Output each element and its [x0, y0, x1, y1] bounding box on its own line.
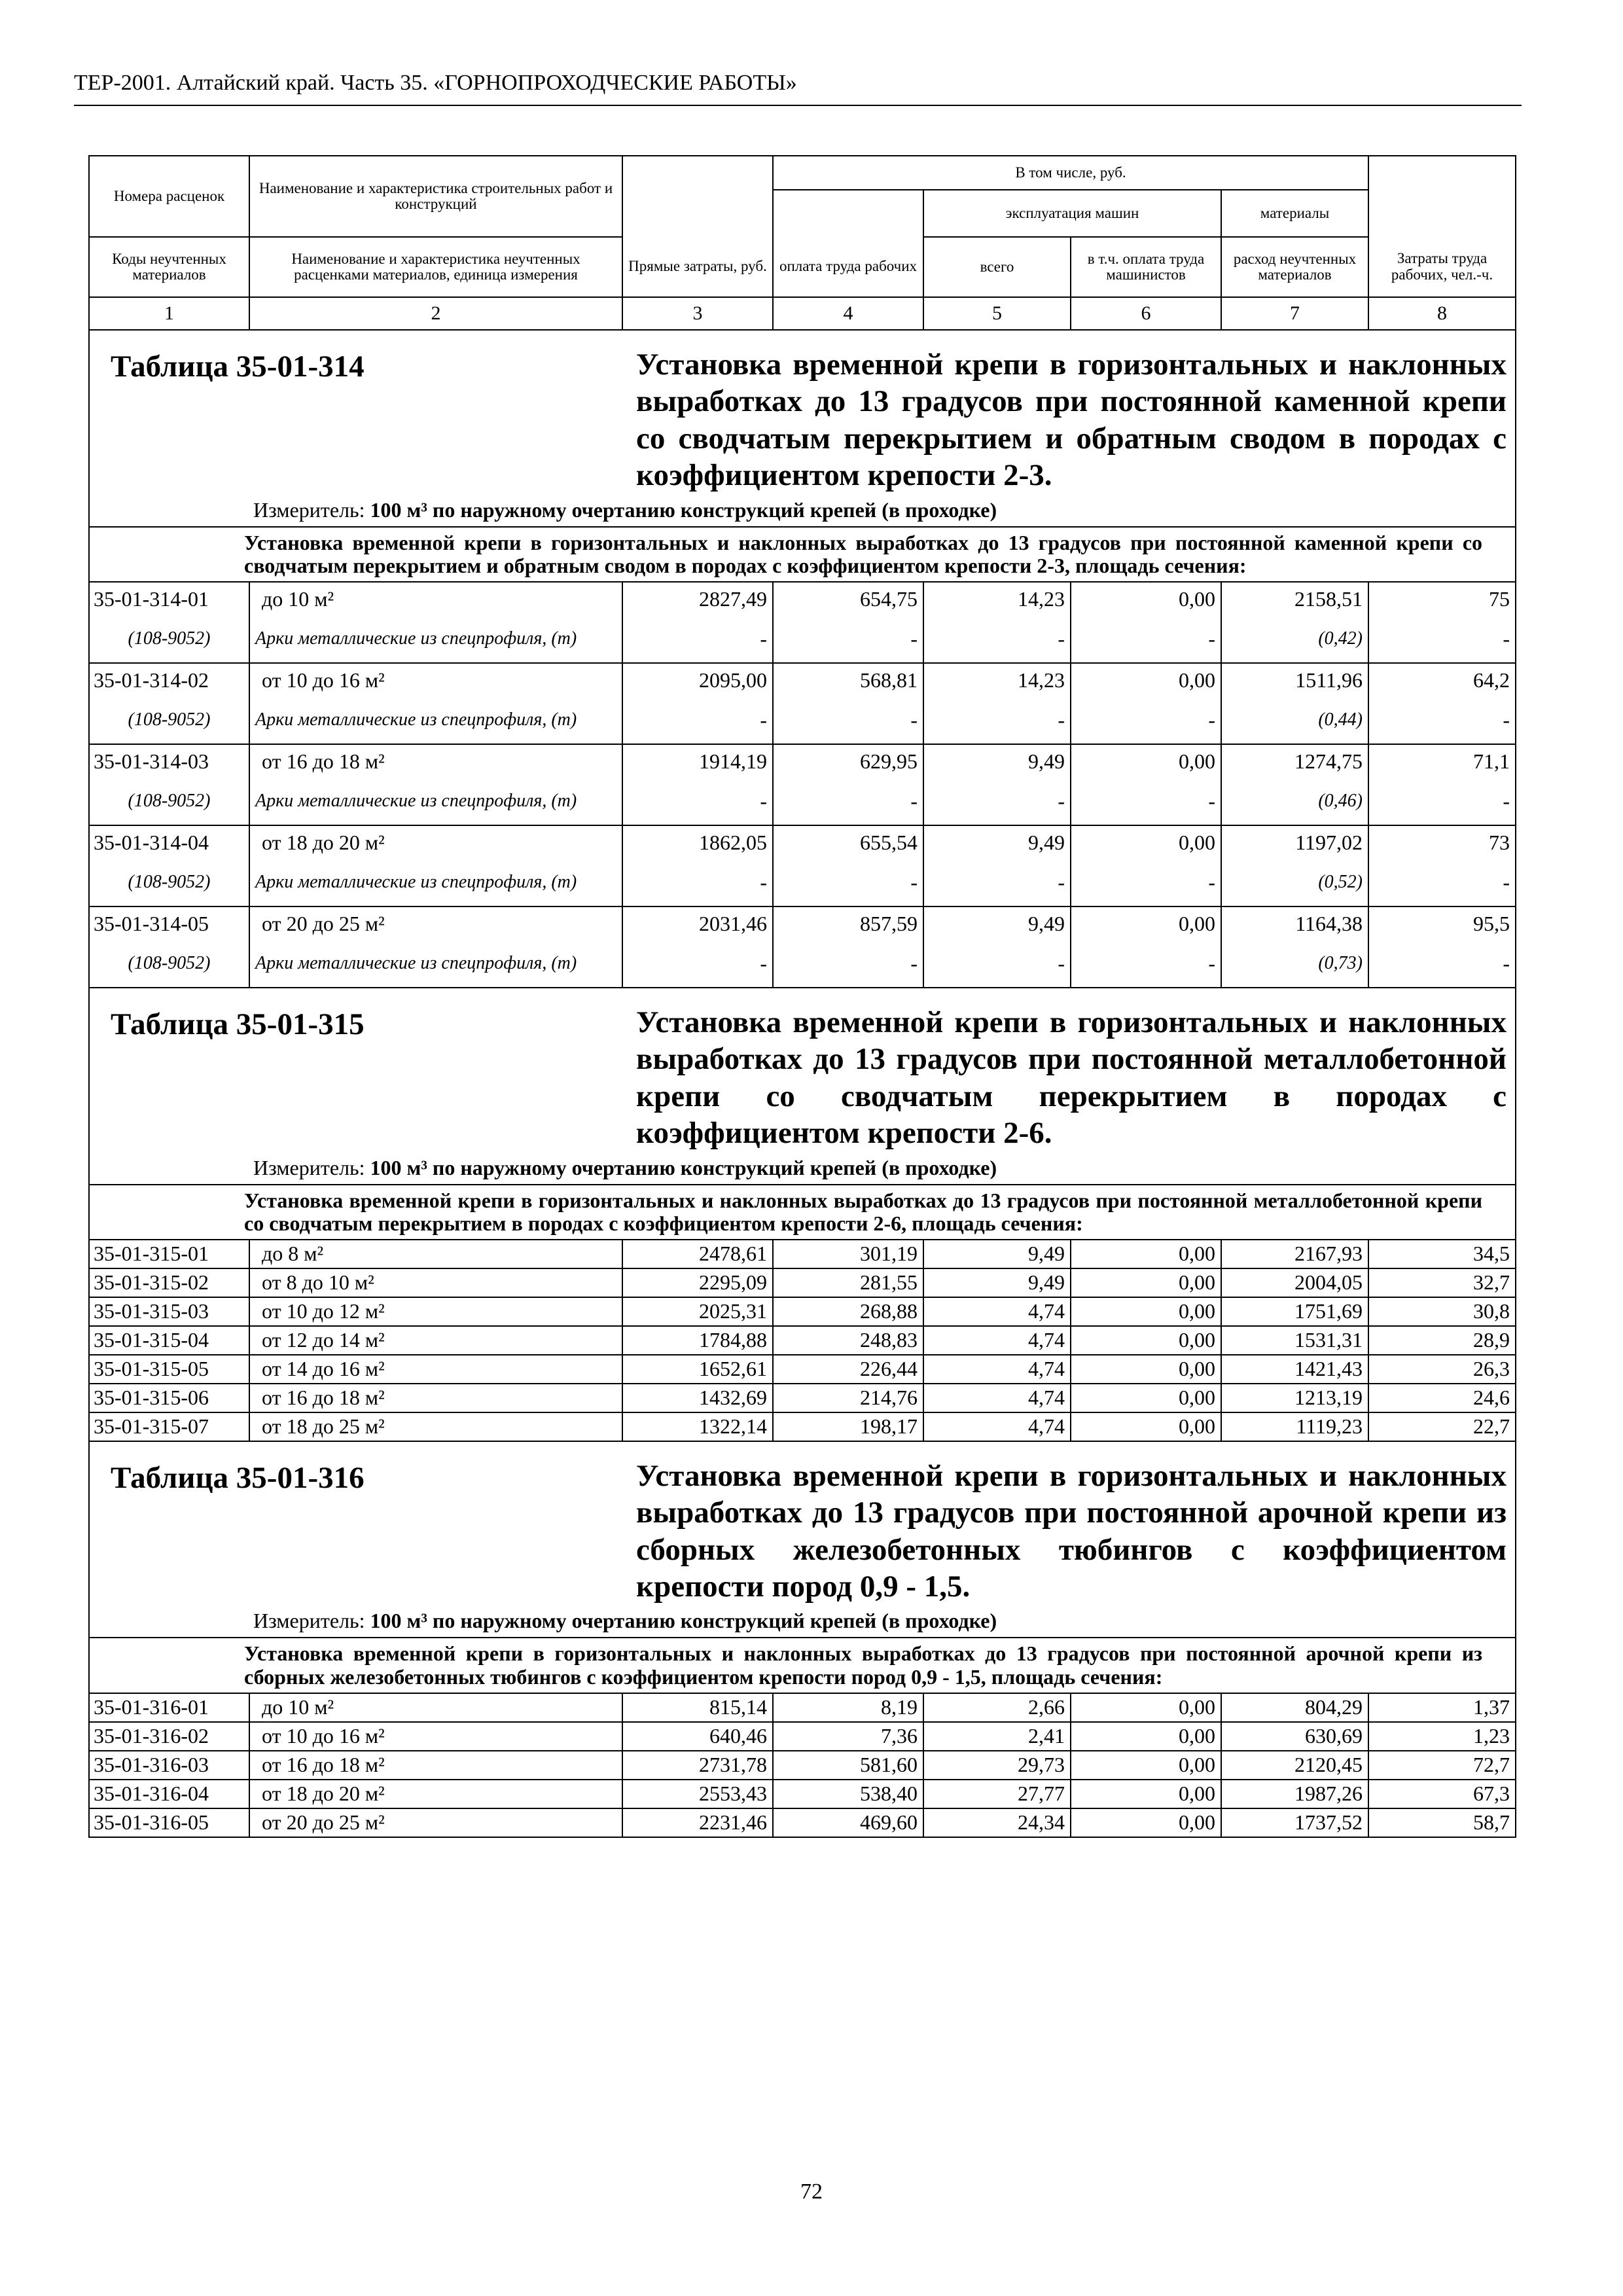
materials-cost: 2120,45 — [1221, 1751, 1368, 1780]
table-row — [89, 582, 1516, 616]
table-label: Таблица 35-01-315 — [111, 1007, 365, 1041]
labor-pay: 7,36 — [773, 1722, 923, 1751]
table-row — [89, 1780, 1516, 1808]
labor-hours: 67,3 — [1368, 1780, 1516, 1808]
direct-cost: 1652,61 — [622, 1355, 773, 1384]
material-code: (108-9052) — [89, 859, 249, 906]
material-row — [89, 697, 1516, 744]
col-number: 4 — [773, 297, 923, 330]
dash-cell: - — [1071, 941, 1221, 988]
machine-total: 4,74 — [923, 1355, 1071, 1384]
rate-code: 35-01-316-02 — [89, 1722, 249, 1751]
table-row — [89, 1297, 1516, 1326]
dash-cell: - — [1368, 616, 1516, 663]
material-code: (108-9052) — [89, 941, 249, 988]
col-machine-total: всего — [923, 237, 1071, 297]
machine-total: 4,74 — [923, 1384, 1071, 1412]
labor-hours: 75 — [1368, 582, 1516, 616]
material-code: (108-9052) — [89, 697, 249, 744]
machine-labor: 0,00 — [1071, 1326, 1221, 1355]
material-name: Арки металлические из спецпрофиля, (т) — [249, 941, 622, 988]
labor-hours: 1,23 — [1368, 1722, 1516, 1751]
labor-pay: 568,81 — [773, 663, 923, 697]
rate-code: 35-01-314-02 — [89, 663, 249, 697]
dash-cell: - — [923, 616, 1071, 663]
col-number: 2 — [249, 297, 622, 330]
work-name: от 20 до 25 м² — [249, 1808, 622, 1837]
machine-total: 9,49 — [923, 1240, 1071, 1268]
machine-total: 9,49 — [923, 1268, 1071, 1297]
material-row — [89, 616, 1516, 663]
work-name: от 16 до 18 м² — [249, 1384, 622, 1412]
machine-total: 24,34 — [923, 1808, 1071, 1837]
machine-labor: 0,00 — [1071, 582, 1221, 616]
dash-cell: - — [923, 859, 1071, 906]
machine-labor: 0,00 — [1071, 1780, 1221, 1808]
table-row — [89, 1240, 1516, 1268]
work-name: от 10 до 16 м² — [249, 1722, 622, 1751]
labor-pay: 248,83 — [773, 1326, 923, 1355]
work-name: от 14 до 16 м² — [249, 1355, 622, 1384]
rate-code: 35-01-314-05 — [89, 906, 249, 941]
materials-cost: 2158,51 — [1221, 582, 1368, 616]
dash-cell: - — [622, 697, 773, 744]
material-code: (108-9052) — [89, 778, 249, 825]
dash-cell: - — [773, 941, 923, 988]
table-title: Установка временной крепи в горизонтальных и наклонных выработках до 13 градусов при постоянной металлобетонной крепи со сводчатым перекрытием в породах с коэффициентом крепости 2-6. — [636, 1005, 1507, 1151]
machine-total: 14,23 — [923, 663, 1071, 697]
labor-hours: 24,6 — [1368, 1384, 1516, 1412]
dash-cell: - — [773, 697, 923, 744]
machine-labor: 0,00 — [1071, 906, 1221, 941]
col-machine-op: эксплуатация машин — [923, 190, 1221, 237]
col-labor-pay: оплата труда рабочих — [773, 237, 923, 297]
table-row — [89, 1268, 1516, 1297]
table-title-row — [89, 988, 1516, 1185]
labor-hours: 1,37 — [1368, 1693, 1516, 1722]
table-label: Таблица 35-01-316 — [111, 1460, 365, 1495]
table-title-row — [89, 330, 1516, 527]
page-number: 72 — [800, 2179, 823, 2204]
machine-labor: 0,00 — [1071, 1384, 1221, 1412]
table-row — [89, 1326, 1516, 1355]
labor-hours: 32,7 — [1368, 1268, 1516, 1297]
work-name: до 10 м² — [249, 582, 622, 616]
rate-code: 35-01-315-06 — [89, 1384, 249, 1412]
measure-unit — [253, 498, 1502, 522]
materials-cost: 804,29 — [1221, 1693, 1368, 1722]
machine-total: 2,66 — [923, 1693, 1071, 1722]
table-title: Установка временной крепи в горизонтальных и наклонных выработках до 13 градусов при постоянной арочной крепи из сборных железобетонных тюбингов с коэффициентом крепости пород 0,9 - 1,5. — [636, 1458, 1507, 1604]
work-name: от 12 до 14 м² — [249, 1326, 622, 1355]
machine-total: 4,74 — [923, 1297, 1071, 1326]
materials-cost: 1197,02 — [1221, 825, 1368, 859]
group-row — [89, 527, 1516, 582]
table-title: Установка временной крепи в горизонтальных и наклонных выработках до 13 градусов при постоянной каменной крепи со сводчатым перекрытием и обратным сводом в породах с коэффициентом крепости 2-3. — [636, 348, 1507, 493]
material-row — [89, 859, 1516, 906]
measure-unit — [253, 1156, 1502, 1180]
dash-cell: - — [1368, 859, 1516, 906]
materials-cost: 1531,31 — [1221, 1326, 1368, 1355]
material-usage: (0,52) — [1221, 859, 1368, 906]
col-number: 5 — [923, 297, 1071, 330]
machine-labor: 0,00 — [1071, 1297, 1221, 1326]
labor-pay: 469,60 — [773, 1808, 923, 1837]
rate-code: 35-01-315-07 — [89, 1412, 249, 1441]
materials-cost: 1987,26 — [1221, 1780, 1368, 1808]
labor-pay: 268,88 — [773, 1297, 923, 1326]
labor-hours: 58,7 — [1368, 1808, 1516, 1837]
work-name: от 10 до 16 м² — [249, 663, 622, 697]
column-numbers-row — [89, 297, 1516, 330]
dash-cell: - — [622, 778, 773, 825]
dash-cell: - — [1368, 697, 1516, 744]
rate-code: 35-01-316-03 — [89, 1751, 249, 1780]
labor-pay: 281,55 — [773, 1268, 923, 1297]
machine-labor: 0,00 — [1071, 1355, 1221, 1384]
rate-code: 35-01-315-05 — [89, 1355, 249, 1384]
table-row — [89, 663, 1516, 697]
materials-cost: 1421,43 — [1221, 1355, 1368, 1384]
table-row — [89, 906, 1516, 941]
col-number: 8 — [1368, 297, 1516, 330]
material-usage: (0,73) — [1221, 941, 1368, 988]
material-name: Арки металлические из спецпрофиля, (т) — [249, 697, 622, 744]
rate-code: 35-01-315-04 — [89, 1326, 249, 1355]
col-material-codes: Коды неучтенных материалов — [89, 237, 249, 297]
material-usage: (0,46) — [1221, 778, 1368, 825]
labor-hours: 73 — [1368, 825, 1516, 859]
measure-prefix: Измеритель: — [253, 1609, 365, 1633]
labor-hours: 64,2 — [1368, 663, 1516, 697]
materials-cost: 1751,69 — [1221, 1297, 1368, 1326]
dash-cell: - — [773, 778, 923, 825]
rate-code: 35-01-314-03 — [89, 744, 249, 778]
direct-cost: 815,14 — [622, 1693, 773, 1722]
machine-total: 9,49 — [923, 744, 1071, 778]
group-row — [89, 1185, 1516, 1240]
table-row — [89, 1722, 1516, 1751]
rate-code: 35-01-314-01 — [89, 582, 249, 616]
machine-total: 27,77 — [923, 1780, 1071, 1808]
table-row — [89, 1384, 1516, 1412]
table-title-cell — [89, 1441, 1516, 1638]
dash-cell: - — [1071, 778, 1221, 825]
table-row — [89, 1808, 1516, 1837]
labor-pay: 654,75 — [773, 582, 923, 616]
work-name: от 18 до 20 м² — [249, 1780, 622, 1808]
table-row — [89, 744, 1516, 778]
direct-cost: 2095,00 — [622, 663, 773, 697]
machine-total: 9,49 — [923, 825, 1071, 859]
machine-labor: 0,00 — [1071, 1808, 1221, 1837]
dash-cell: - — [1071, 859, 1221, 906]
labor-pay: 538,40 — [773, 1780, 923, 1808]
labor-hours: 72,7 — [1368, 1751, 1516, 1780]
col-direct-costs: Прямые затраты, руб. — [622, 237, 773, 297]
material-usage: (0,44) — [1221, 697, 1368, 744]
direct-cost: 2553,43 — [622, 1780, 773, 1808]
col-materials: материалы — [1221, 190, 1368, 237]
direct-cost: 2295,09 — [622, 1268, 773, 1297]
dash-cell: - — [622, 859, 773, 906]
table-title-cell — [89, 988, 1516, 1185]
measure-text: 100 м³ по наружному очертанию конструкций крепей (в проходке) — [370, 497, 997, 522]
labor-hours: 34,5 — [1368, 1240, 1516, 1268]
dash-cell: - — [622, 941, 773, 988]
dash-cell: - — [923, 778, 1071, 825]
materials-cost: 1737,52 — [1221, 1808, 1368, 1837]
materials-cost: 1213,19 — [1221, 1384, 1368, 1412]
col-including: В том числе, руб. — [773, 156, 1368, 190]
table-row — [89, 1693, 1516, 1722]
machine-labor: 0,00 — [1071, 744, 1221, 778]
rates-table — [88, 155, 1516, 1838]
group-description: Установка временной крепи в горизонтальных и наклонных выработках до 13 градусов при постоянной металлобетонной крепи со сводчатым перекрытием в породах с коэффициентом крепости 2-6, площадь сечения: — [89, 1185, 1516, 1240]
dash-cell: - — [1368, 941, 1516, 988]
table-row — [89, 825, 1516, 859]
materials-cost: 2004,05 — [1221, 1268, 1368, 1297]
measure-text: 100 м³ по наружному очертанию конструкций крепей (в проходке) — [370, 1155, 997, 1179]
col-labor-costs: Затраты труда рабочих, чел.-ч. — [1368, 237, 1516, 297]
dash-cell: - — [773, 616, 923, 663]
material-name: Арки металлические из спецпрофиля, (т) — [249, 616, 622, 663]
machine-labor: 0,00 — [1071, 825, 1221, 859]
materials-cost: 1119,23 — [1221, 1412, 1368, 1441]
labor-pay: 581,60 — [773, 1751, 923, 1780]
col-number: 7 — [1221, 297, 1368, 330]
materials-cost: 630,69 — [1221, 1722, 1368, 1751]
direct-cost: 1914,19 — [622, 744, 773, 778]
work-name: от 16 до 18 м² — [249, 1751, 622, 1780]
machine-labor: 0,00 — [1071, 1268, 1221, 1297]
material-name: Арки металлические из спецпрофиля, (т) — [249, 859, 622, 906]
machine-labor: 0,00 — [1071, 1240, 1221, 1268]
group-row — [89, 1638, 1516, 1693]
machine-total: 29,73 — [923, 1751, 1071, 1780]
direct-cost: 2731,78 — [622, 1751, 773, 1780]
col-number: 6 — [1071, 297, 1221, 330]
measure-text: 100 м³ по наружному очертанию конструкций крепей (в проходке) — [370, 1609, 997, 1633]
labor-pay: 301,19 — [773, 1240, 923, 1268]
machine-labor: 0,00 — [1071, 1751, 1221, 1780]
rate-code: 35-01-315-03 — [89, 1297, 249, 1326]
dash-cell: - — [1368, 778, 1516, 825]
labor-hours: 28,9 — [1368, 1326, 1516, 1355]
rate-code: 35-01-316-01 — [89, 1693, 249, 1722]
machine-total: 4,74 — [923, 1412, 1071, 1441]
dash-cell: - — [622, 616, 773, 663]
machine-labor: 0,00 — [1071, 1412, 1221, 1441]
labor-hours: 26,3 — [1368, 1355, 1516, 1384]
rate-code: 35-01-314-04 — [89, 825, 249, 859]
labor-hours: 71,1 — [1368, 744, 1516, 778]
work-name: до 10 м² — [249, 1693, 622, 1722]
direct-cost: 1322,14 — [622, 1412, 773, 1441]
machine-total: 9,49 — [923, 906, 1071, 941]
col-number: 3 — [622, 297, 773, 330]
work-name: от 10 до 12 м² — [249, 1297, 622, 1326]
rate-code: 35-01-316-04 — [89, 1780, 249, 1808]
table-row — [89, 1355, 1516, 1384]
group-description: Установка временной крепи в горизонтальных и наклонных выработках до 13 градусов при постоянной каменной крепи со сводчатым перекрытием и обратным сводом в породах с коэффициентом крепости 2-3, площадь сечения: — [89, 527, 1516, 582]
labor-pay: 214,76 — [773, 1384, 923, 1412]
direct-cost: 1784,88 — [622, 1326, 773, 1355]
dash-cell: - — [1071, 697, 1221, 744]
work-name: до 8 м² — [249, 1240, 622, 1268]
labor-pay: 857,59 — [773, 906, 923, 941]
machine-labor: 0,00 — [1071, 1722, 1221, 1751]
dash-cell: - — [923, 941, 1071, 988]
work-name: от 20 до 25 м² — [249, 906, 622, 941]
direct-cost: 2478,61 — [622, 1240, 773, 1268]
materials-cost: 2167,93 — [1221, 1240, 1368, 1268]
machine-labor: 0,00 — [1071, 1693, 1221, 1722]
material-code: (108-9052) — [89, 616, 249, 663]
dash-cell: - — [1071, 616, 1221, 663]
table-title-row — [89, 1441, 1516, 1638]
dash-cell: - — [923, 697, 1071, 744]
material-row — [89, 778, 1516, 825]
work-name: от 16 до 18 м² — [249, 744, 622, 778]
direct-cost: 1432,69 — [622, 1384, 773, 1412]
direct-cost: 640,46 — [622, 1722, 773, 1751]
labor-pay: 226,44 — [773, 1355, 923, 1384]
material-row — [89, 941, 1516, 988]
labor-pay: 655,54 — [773, 825, 923, 859]
labor-hours: 30,8 — [1368, 1297, 1516, 1326]
col-material-name: Наименование и характеристика неучтенных расценками материалов, единица измерения — [249, 237, 622, 297]
materials-cost: 1164,38 — [1221, 906, 1368, 941]
machine-total: 14,23 — [923, 582, 1071, 616]
material-name: Арки металлические из спецпрофиля, (т) — [249, 778, 622, 825]
header-divider — [74, 105, 1522, 106]
rate-code: 35-01-316-05 — [89, 1808, 249, 1837]
rate-code: 35-01-315-02 — [89, 1268, 249, 1297]
work-name: от 18 до 20 м² — [249, 825, 622, 859]
measure-unit — [253, 1609, 1502, 1633]
labor-pay: 8,19 — [773, 1693, 923, 1722]
labor-pay: 629,95 — [773, 744, 923, 778]
machine-total: 2,41 — [923, 1722, 1071, 1751]
col-materials-usage: расход неучтенных материалов — [1221, 237, 1368, 297]
direct-cost: 2231,46 — [622, 1808, 773, 1837]
machine-labor: 0,00 — [1071, 663, 1221, 697]
measure-prefix: Измеритель: — [253, 1155, 365, 1179]
col-work-name: Наименование и характеристика строительных работ и конструкций — [249, 156, 622, 237]
work-name: от 8 до 10 м² — [249, 1268, 622, 1297]
table-label: Таблица 35-01-314 — [111, 350, 365, 384]
table-row — [89, 1751, 1516, 1780]
direct-cost: 2025,31 — [622, 1297, 773, 1326]
direct-cost: 2827,49 — [622, 582, 773, 616]
direct-cost: 2031,46 — [622, 906, 773, 941]
col-rate-numbers: Номера расценок — [89, 156, 249, 237]
table-row — [89, 1412, 1516, 1441]
rate-code: 35-01-315-01 — [89, 1240, 249, 1268]
labor-pay: 198,17 — [773, 1412, 923, 1441]
direct-cost: 1862,05 — [622, 825, 773, 859]
machine-total: 4,74 — [923, 1326, 1071, 1355]
labor-hours: 95,5 — [1368, 906, 1516, 941]
page-header: ТЕР-2001. Алтайский край. Часть 35. «ГОРНОПРОХОДЧЕСКИЕ РАБОТЫ» — [74, 71, 797, 95]
measure-prefix: Измеритель: — [253, 497, 365, 522]
table-title-cell — [89, 330, 1516, 527]
col-machine-labor: в т.ч. оплата труда машинистов — [1071, 237, 1221, 297]
materials-cost: 1511,96 — [1221, 663, 1368, 697]
dash-cell: - — [773, 859, 923, 906]
group-description: Установка временной крепи в горизонтальных и наклонных выработках до 13 градусов при постоянной арочной крепи из сборных железобетонных тюбингов с коэффициентом крепости пород 0,9 - 1,5, площадь сечения: — [89, 1638, 1516, 1693]
col-number: 1 — [89, 297, 249, 330]
materials-cost: 1274,75 — [1221, 744, 1368, 778]
labor-hours: 22,7 — [1368, 1412, 1516, 1441]
material-usage: (0,42) — [1221, 616, 1368, 663]
work-name: от 18 до 25 м² — [249, 1412, 622, 1441]
